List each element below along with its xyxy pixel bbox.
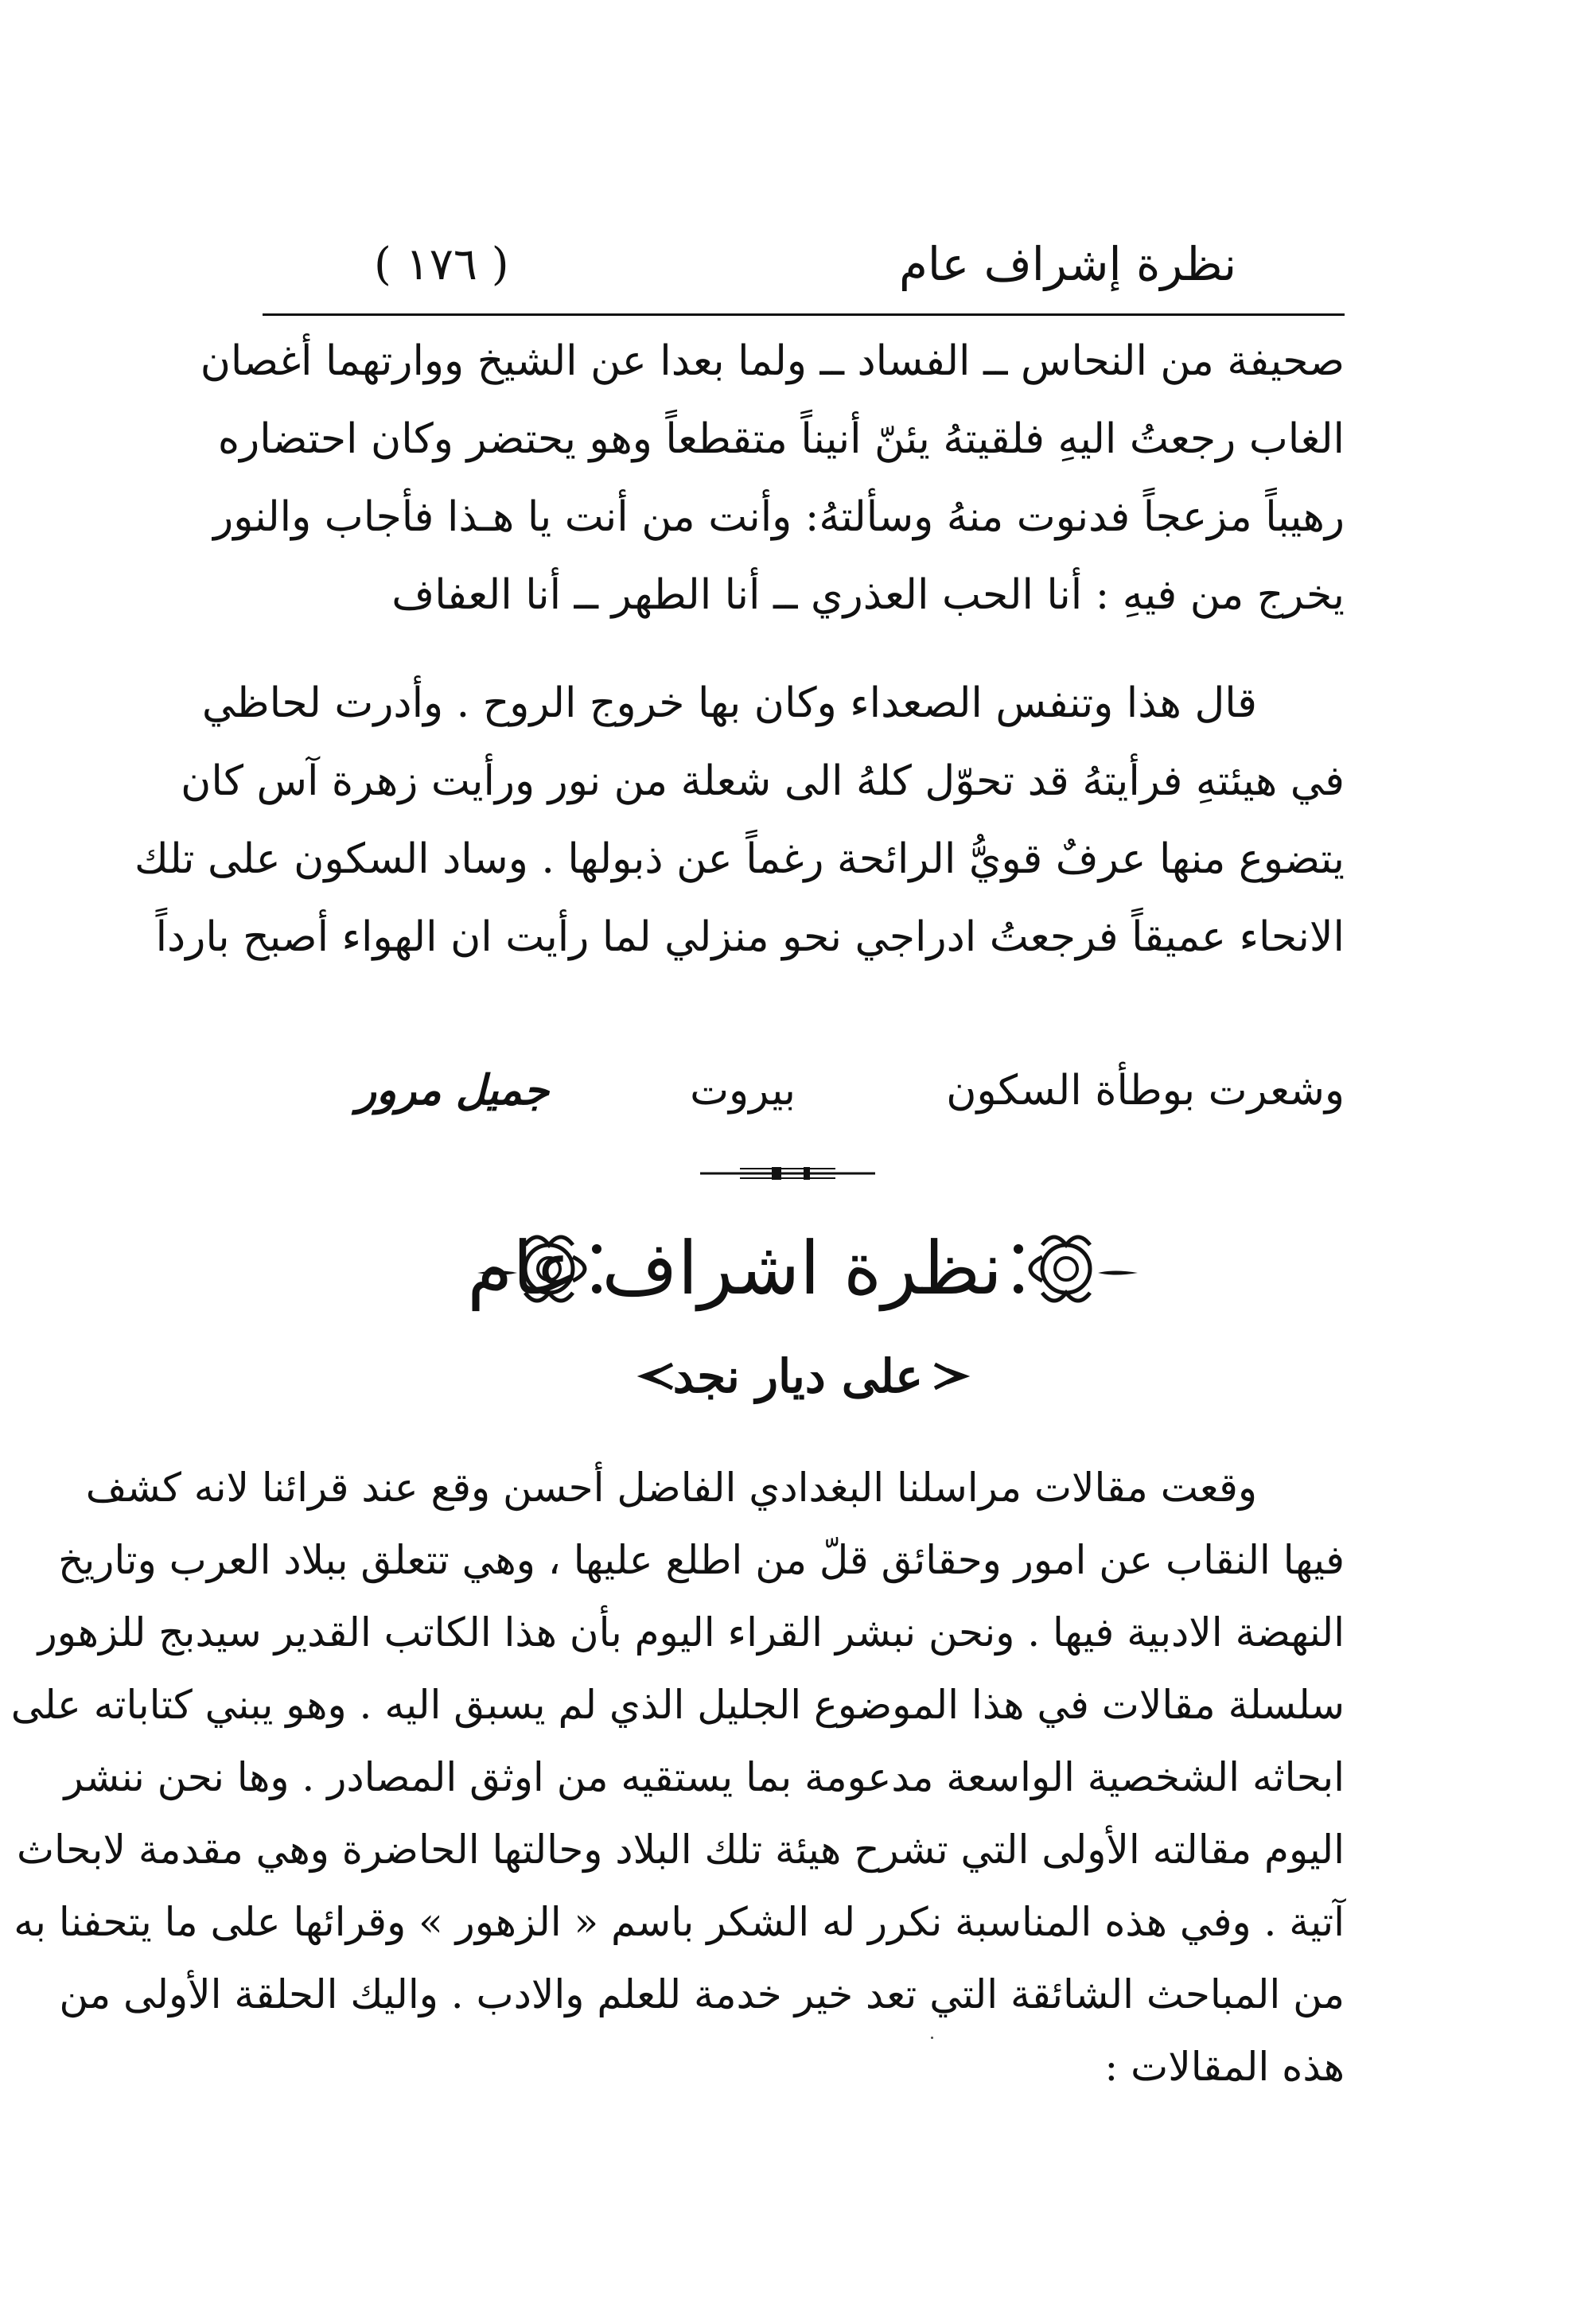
article-paragraph	[10, 1452, 1345, 2103]
text-line: اليوم مقالته الأولى التي تشرح هيئة تلك البلاد وحالتها الحاضرة وهي مقدمة لابحاث	[16, 1827, 1345, 1873]
running-header	[263, 223, 1345, 310]
text-line: من المباحث الشائقة التي تعد خير خدمة للعلم والادب . واليك الحلقة الأولى من	[59, 1971, 1345, 2017]
closing-text: وشعرت بوطأة السكون	[946, 1067, 1345, 1115]
text-line: سلسلة مقالات في هذا الموضوع الجليل الذي لم يسبق اليه . وهو يبني كتاباته على	[10, 1682, 1345, 1728]
bracket-ornament-icon	[636, 1360, 676, 1392]
text-line: يخرج من فيهِ : أنا الحب العذري ــ أنا الطهر ــ أنا العفاف	[391, 571, 1345, 619]
text-line: الغاب رجعتُ اليهِ فلقيتهُ يئنّ أنيناً متقطعاً وهو يحتضر وكان احتضاره	[217, 415, 1345, 463]
text-line: النهضة الادبية فيها . ونحن نبشر القراء اليوم بأن هذا الكاتب القدير سيدبج للزهور	[37, 1609, 1345, 1656]
top-paragraph	[200, 322, 1345, 634]
signature-city: بيروت	[690, 1067, 796, 1115]
section-subtitle-wrap	[636, 1340, 971, 1412]
signature-author: جميل مرور	[356, 1066, 549, 1115]
text-line: ابحاثه الشخصية الواسعة مدعومة بما يستقيه من اوثق المصادر . وها نحن ننشر	[64, 1754, 1345, 1800]
separator-ornament	[692, 1161, 883, 1185]
section-heading	[446, 1193, 1162, 1344]
text-line: آتية . وفي هذه المناسبة نكرر له الشكر باسم « الزهور » وقرائها على ما يتحفنا به	[14, 1899, 1345, 1945]
running-header-title: نظرة إشراف عام	[899, 237, 1237, 291]
floral-ornament-icon	[1002, 1225, 1146, 1313]
text-line: هذه المقالات :	[1104, 2044, 1345, 2090]
signature-line	[255, 1052, 1345, 1130]
page-number: ( ١٧٦ )	[374, 239, 509, 290]
bracket-ornament-icon	[931, 1360, 971, 1392]
text-line: فيها النقاب عن امور وحقائق قلّ من اطلع عليها ، وهي تتعلق ببلاد العرب وتاريخ	[58, 1537, 1345, 1583]
text-line: قال هذا وتنفس الصعداء وكان بها خروج الروح . وأدرت لحاظي	[201, 679, 1257, 727]
text-line: وقعت مقالات مراسلنا البغدادي الفاضل أحسن وقع عند قرائنا لانه كشف	[85, 1465, 1257, 1511]
text-line: صحيفة من النحاس ــ الفساد ــ ولما بعدا عن الشيخ ووارتهما أغصان	[200, 337, 1345, 385]
text-line: يتضوع منها عرفٌ قويُّ الرائحة رغماً عن ذبولها . وساد السكون على تلك	[134, 835, 1345, 883]
section-subtitle: على ديار نجد	[672, 1349, 923, 1403]
text-line: رهيباً مزعجاً فدنوت منهُ وسألتهُ: وأنت من أنت يا هـذا فأجاب والنور	[213, 493, 1345, 541]
section-title: نظرة اشراف عام	[467, 1226, 1002, 1311]
second-paragraph	[134, 664, 1345, 976]
scan-speck	[931, 2037, 933, 2039]
header-rule	[263, 313, 1345, 316]
text-line: الانحاء عميقاً فرجعتُ ادراجي نحو منزلي لما رأيت ان الهواء أصبح بارداً	[155, 913, 1345, 961]
text-line: في هيئتهِ فرأيتهُ قد تحوّل كلهُ الى شعلة من نور ورأيت زهرة آس كان	[181, 757, 1345, 805]
